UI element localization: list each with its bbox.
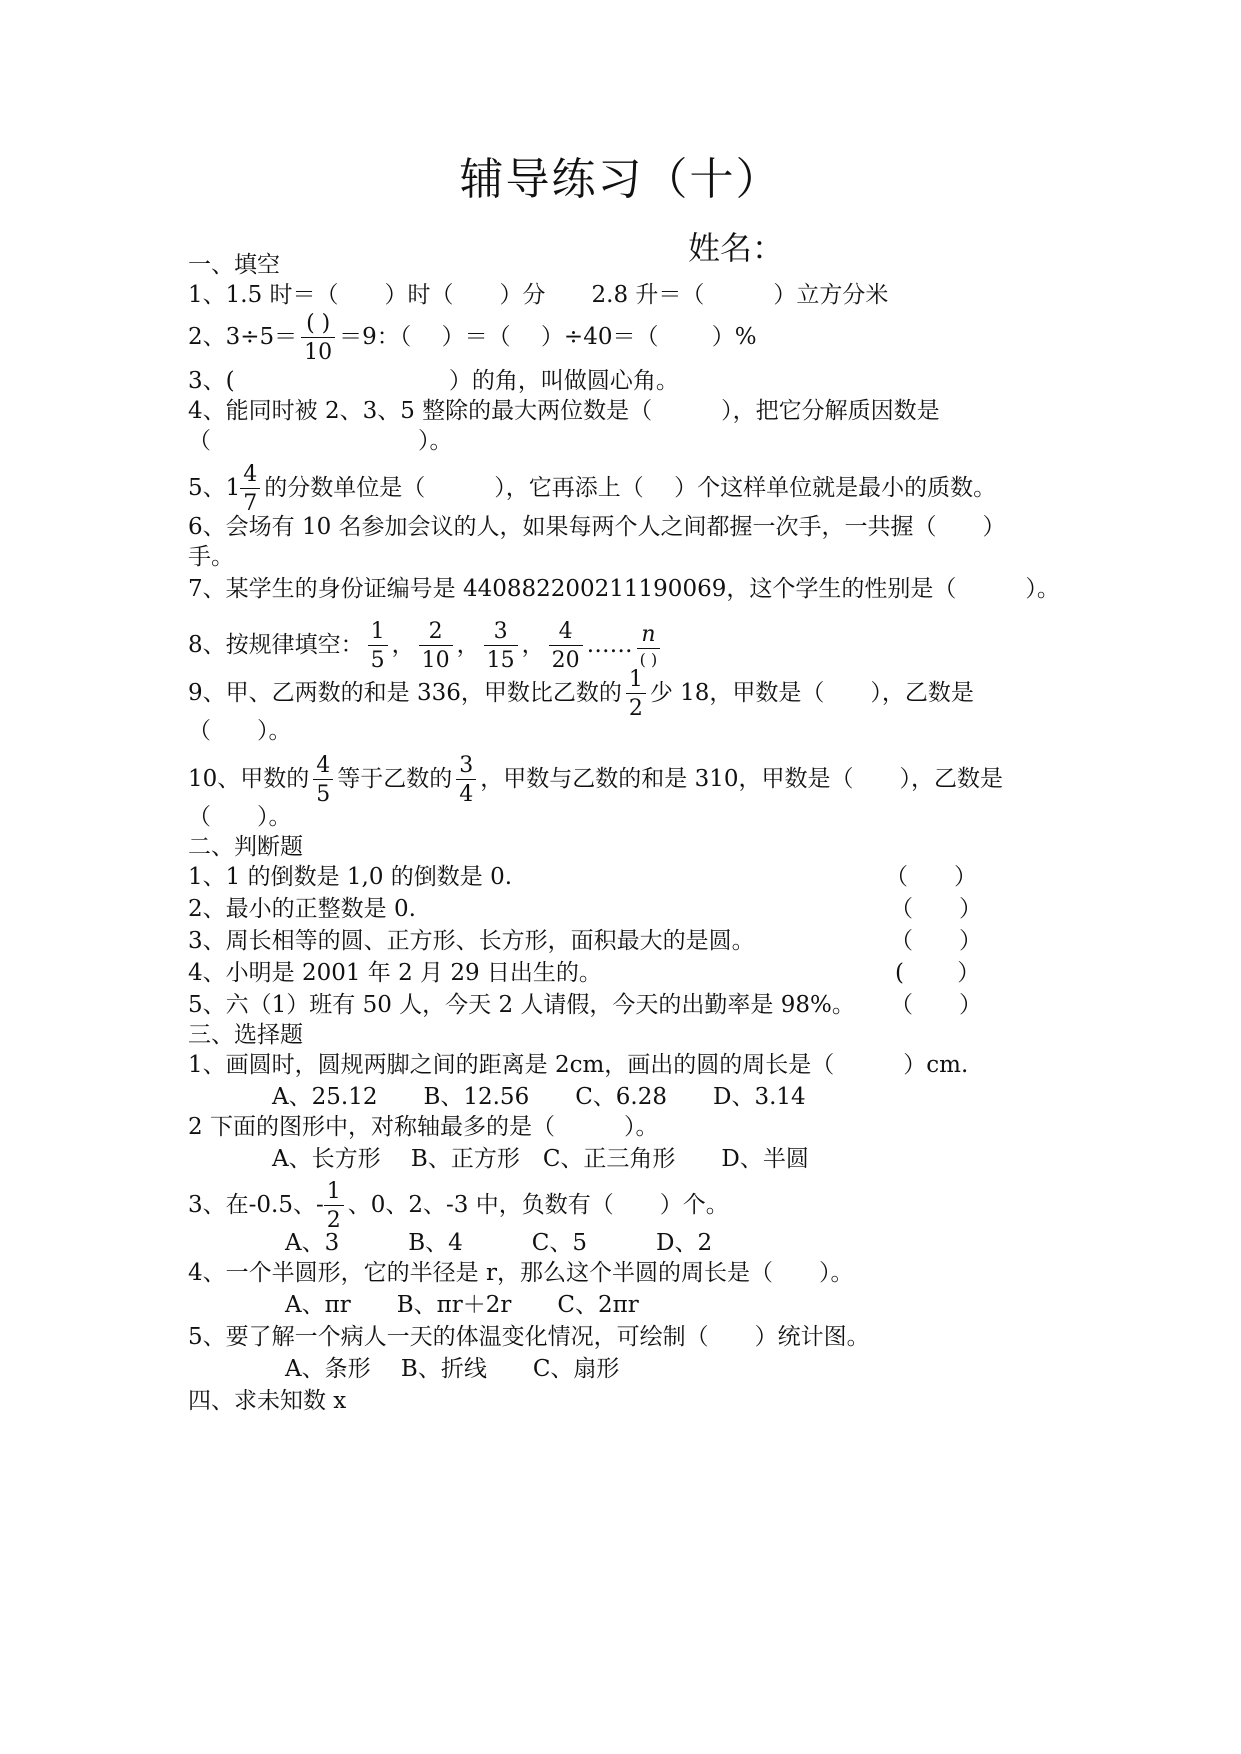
fraction: $\frac{4}{7}$ [240, 463, 260, 515]
fraction: $\frac{( )}{10}$ [301, 312, 335, 364]
mc-q4-options: A、πr B、πr＋2r C、2πr [285, 1292, 639, 1318]
section-heading-multiple-choice: 三、选择题 [188, 1022, 303, 1048]
mc-q5: 5、要了解一个病人一天的体温变化情况，可绘制（ ）统计图。 [188, 1324, 870, 1350]
fraction: $\frac{3}{4}$ [456, 754, 476, 806]
fill-q9-line2: （ ）。 [188, 718, 292, 744]
fill-q10-line1: 10、甲数的 $\frac{4}{5}$ 等于乙数的 $\frac{3}{4}$ ，甲数与乙数的和是 310，甲数是（ ），乙数是 [188, 753, 1003, 808]
fraction: $\frac{1}{2}$ [626, 668, 646, 720]
fill-q10-line2: （ ）。 [188, 804, 292, 830]
fill-q6-line2: 手。 [188, 544, 234, 570]
fill-q1: 1、1.5 时＝（ ）时（ ）分 2.8 升＝（ ）立方分米 [188, 282, 889, 308]
fill-q5: 5、1 $\frac{4}{7}$ 的分数单位是（ ），它再添上（ ）个这样单位就是最小的质数。 [188, 462, 997, 517]
fill-q2: 2、3÷5＝ $\frac{( )}{10}$ ＝9：（ ）＝（ ）÷40＝（ ）% [188, 311, 757, 366]
name-label: 姓名： [688, 229, 785, 267]
section-heading-true-false: 二、判断题 [188, 834, 303, 860]
page-title: 辅导练习（十） [459, 154, 782, 205]
tf-q3: 3、周长相等的圆、正方形、长方形，面积最大的是圆。 [188, 928, 755, 954]
mc-q2-options: A、长方形 B、正方形 C、正三角形 D、半圆 [272, 1146, 809, 1172]
fraction: $\frac{1}{5}$ [368, 620, 388, 672]
fraction: $\frac{n}{( )}$ [637, 623, 661, 669]
fraction: $\frac{4}{5}$ [313, 754, 333, 806]
fill-q3: 3、( ）的角，叫做圆心角。 [188, 368, 679, 394]
fraction: $\frac{3}{15}$ [484, 620, 518, 672]
mc-q1: 1、画圆时，圆规两脚之间的距离是 2cm，画出的圆的周长是（ ）cm. [188, 1052, 969, 1078]
tf-q1: 1、1 的倒数是 1,0 的倒数是 0. [188, 864, 513, 890]
fraction: $\frac{1}{2}$ [324, 1180, 344, 1232]
tf-q1-answer-blank: （ ） [885, 864, 977, 890]
mc-q5-options: A、条形 B、折线 C、扇形 [285, 1356, 620, 1382]
fill-q4-line2: （ ）。 [188, 428, 453, 454]
fraction: $\frac{4}{20}$ [549, 620, 583, 672]
fill-q8: 8、按规律填空： $\frac{1}{5}$ ， $\frac{2}{10}$ ， $\frac{3}{15}$ ， $\frac{4}{20}$ …… $\frac{n}{( )}$ [188, 620, 664, 672]
tf-q2: 2、最小的正整数是 0. [188, 896, 416, 922]
mc-q3-options: A、3 B、4 C、5 D、2 [285, 1230, 713, 1256]
fraction: $\frac{2}{10}$ [419, 620, 453, 672]
mc-q2: 2 下面的图形中，对称轴最多的是（ ）。 [188, 1114, 659, 1140]
tf-q4-answer-blank: ( ） [895, 960, 981, 986]
mc-q3: 3、在-0.5、- $\frac{1}{2}$ 、0、2、-3 中，负数有（ ）个。 [188, 1179, 729, 1234]
tf-q3-answer-blank: （ ） [890, 928, 982, 954]
mc-q1-options: A、25.12 B、12.56 C、6.28 D、3.14 [272, 1084, 806, 1110]
mc-q4: 4、一个半圆形，它的半径是 r，那么这个半圆的周长是（ ）。 [188, 1260, 854, 1286]
fill-q9-line1: 9、甲、乙两数的和是 336，甲数比乙数的 $\frac{1}{2}$ 少 18，甲数是（ ），乙数是 [188, 667, 974, 722]
section-heading-solve-x: 四、求未知数 x [188, 1388, 347, 1414]
tf-q4: 4、小明是 2001 年 2 月 29 日出生的。 [188, 960, 602, 986]
fill-q6-line1: 6、会场有 10 名参加会议的人，如果每两个人之间都握一次手，一共握（ ） [188, 514, 1006, 540]
fill-q4-line1: 4、能同时被 2、3、5 整除的最大两位数是（ ），把它分解质因数是 [188, 398, 940, 424]
tf-q5: 5、六（1）班有 50 人，今天 2 人请假，今天的出勤率是 98%。 [188, 992, 855, 1018]
section-heading-fill-blank: 一、填空 [188, 252, 280, 278]
fill-q7: 7、某学生的身份证编号是 440882200211190069，这个学生的性别是（ ）。 [188, 576, 1060, 602]
tf-q2-answer-blank: （ ） [890, 896, 982, 922]
tf-q5-answer-blank: （ ） [890, 992, 982, 1018]
